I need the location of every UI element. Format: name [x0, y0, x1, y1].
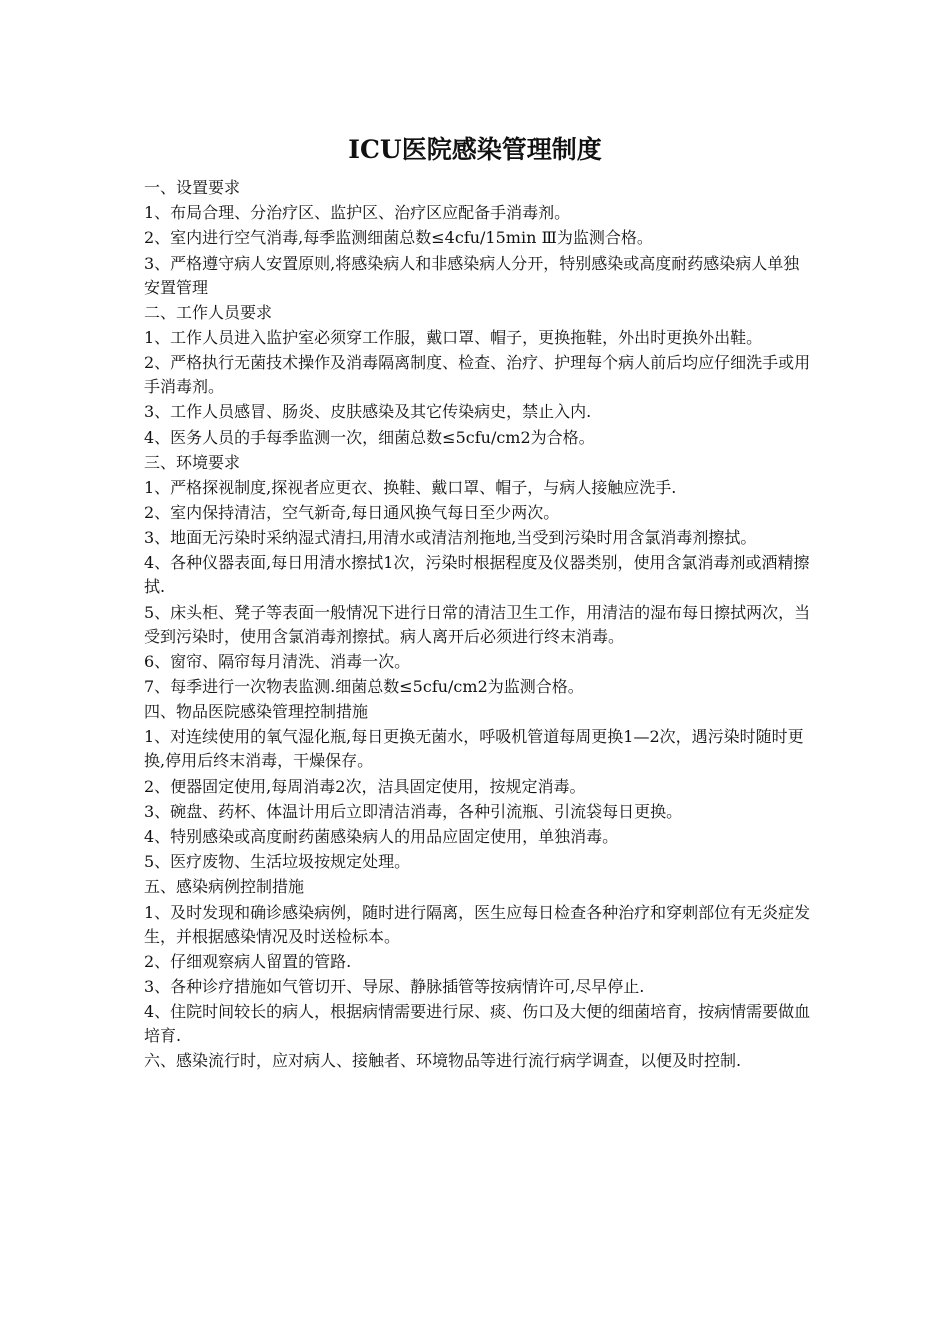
paragraph: 3、碗盘、药杯、体温计用后立即清洁消毒，各种引流瓶、引流袋每日更换。 — [144, 801, 683, 821]
paragraph: 4、特别感染或高度耐药菌感染病人的用品应固定使用，单独消毒。 — [144, 826, 619, 846]
paragraph: 1、严格探视制度,探视者应更衣、换鞋、戴口罩、帽子，与病人接触应洗手. — [144, 477, 677, 497]
paragraph: 1、及时发现和确诊感染病例，随时进行隔离，医生应每日检查各种治疗和穿刺部位有无炎症发生，并根据感染情况及时送检标本。 — [144, 902, 811, 946]
paragraph: 3、各种诊疗措施如气管切开、导尿、静脉插管等按病情许可,尽早停止. — [144, 976, 645, 996]
paragraph: 2、室内保持清洁，空气新奇,每日通风换气每日至少两次。 — [144, 503, 560, 523]
section-heading: 五、感染病例控制措施 — [144, 877, 305, 897]
paragraph: 6、窗帘、隔帘每月清洗、消毒一次。 — [144, 651, 411, 671]
section-heading: 四、物品医院感染管理控制措施 — [144, 702, 369, 722]
paragraph: 4、医务人员的手每季监测一次，细菌总数≤5cfu/cm2为合格。 — [144, 427, 595, 447]
section-heading: 一、设置要求 — [144, 178, 241, 197]
paragraph: 7、每季进行一次物表监测.细菌总数≤5cfu/cm2为监测合格。 — [144, 677, 584, 696]
paragraph: 4、各种仪器表面,每日用清水擦拭1次，污染时根据程度及仪器类别，使用含氯消毒剂或酒精擦拭. — [144, 553, 810, 597]
paragraph: 3、严格遵守病人安置原则,将感染病人和非感染病人分开，特别感染或高度耐药感染病人单独安置管理 — [144, 253, 800, 297]
paragraph: 3、工作人员感冒、肠炎、皮肤感染及其它传染病史，禁止入内. — [144, 402, 592, 422]
paragraph: 2、仔细观察病人留置的管路. — [144, 951, 352, 971]
paragraph: 2、便器固定使用,每周消毒2次，洁具固定使用，按规定消毒。 — [144, 776, 586, 796]
paragraph: 1、布局合理、分治疗区、监护区、治疗区应配备手消毒剂。 — [144, 203, 571, 223]
paragraph: 1、工作人员进入监护室必须穿工作服，戴口罩、帽子，更换拖鞋，外出时更换外出鞋。 — [144, 327, 763, 347]
paragraph: 5、床头柜、凳子等表面一般情况下进行日常的清洁卫生工作，用清洁的湿布每日擦拭两次，当受到污染时，使用含氯消毒剂擦拭。病人离开后必须进行终末消毒。 — [144, 602, 811, 646]
document-title: ICU医院感染管理制度 — [348, 135, 602, 164]
section-heading: 六、感染流行时，应对病人、接触者、环境物品等进行流行病学调查，以便及时控制. — [144, 1051, 742, 1071]
paragraph: 2、严格执行无菌技术操作及消毒隔离制度、检查、治疗、护理每个病人前后均应仔细洗手或用手消毒剂。 — [144, 353, 811, 397]
paragraph: 5、医疗废物、生活垃圾按规定处理。 — [144, 852, 411, 872]
document-body — [144, 176, 812, 1074]
paragraph: 1、对连续使用的氧气湿化瓶,每日更换无菌水，呼吸机管道每周更换1—2次，遇污染时随时更换,停用后终末消毒，干燥保存。 — [144, 727, 804, 771]
paragraph: 4、住院时间较长的病人，根据病情需要进行尿、痰、伤口及大便的细菌培育，按病情需要做血培育. — [144, 1002, 811, 1046]
section-heading: 二、工作人员要求 — [144, 302, 273, 322]
paragraph: 2、室内进行空气消毒,每季监测细菌总数≤4cfu/15min Ⅲ为监测合格。 — [144, 228, 653, 248]
section-heading: 三、环境要求 — [144, 452, 241, 472]
paragraph: 3、地面无污染时采纳湿式清扫,用清水或清洁剂拖地,当受到污染时用含氯消毒剂擦拭。 — [144, 528, 757, 548]
